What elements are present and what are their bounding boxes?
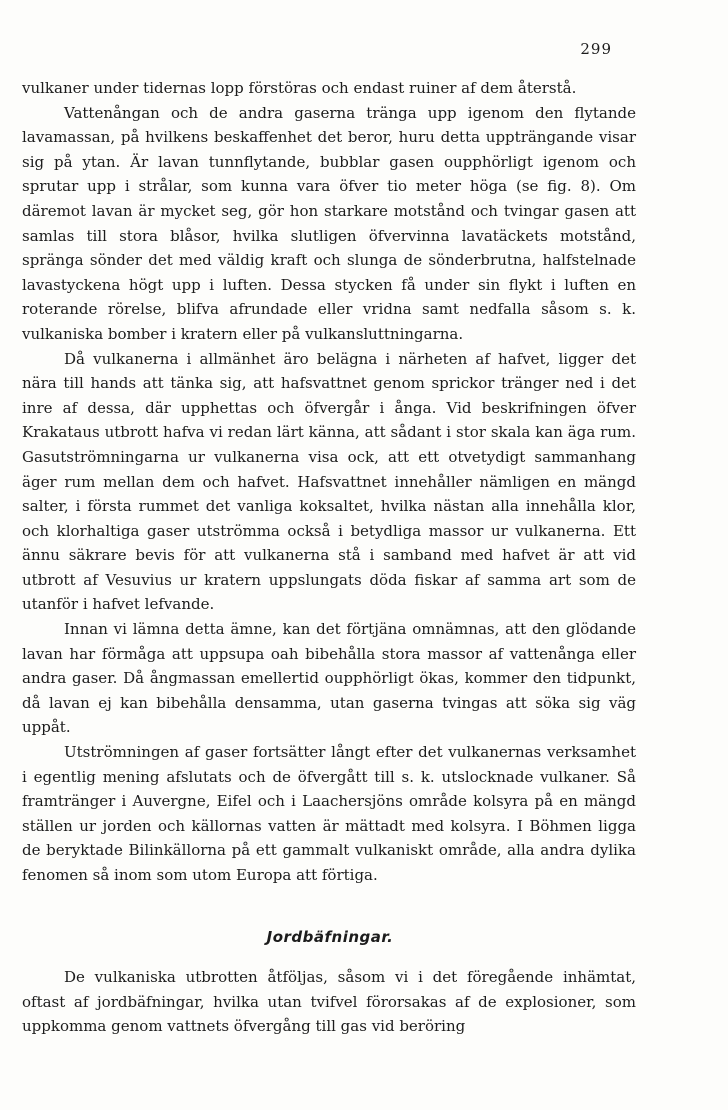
paragraph: Innan vi lämna detta ämne, kan det förtjäna omnämnas, att den glödande lavan har förmåga att uppsupa oah bibehålla stora massor af vattenånga eller andra gaser. Då ångmassan emellertid oupphörligt ökas, kommer den tidpunkt, då lavan ej kan bibehålla densamma, utan gaserna tvingas att söka sig väg uppåt. xyxy=(22,620,636,737)
paragraph: vulkaner under tidernas lopp förstöras och endast ruiner af dem återstå. xyxy=(22,79,577,97)
paragraph: Vattenångan och de andra gaserna tränga upp igenom den flytande lavamassan, på hvilkens beskaffenhet det beror, huru detta uppträngande visar sig på ytan. Är lavan tunnflytande, bubblar gasen oupphörligt igenom och sprutar upp i strålar, som kunna vara öfver tio meter höga (se fig. 8). Om däremot lavan är mycket seg, gör hon starkare motstånd och tvingar gasen att samlas till stora blåsor, hvilka slutligen öfvervinna lavatäckets motstånd, spränga sönder det med väldig kraft och slunga de sönderbrutna, halfstelnade lavastyckena högt upp i luften. Dessa stycken få under sin flykt i luften en roterande rörelse, blifva afrundade eller vridna samt nedfalla såsom s. k. vulkaniska bomber i kratern eller på vulkansluttningarna. xyxy=(22,103,636,343)
page-number: 299 xyxy=(580,40,612,58)
paragraph: Utströmningen af gaser fortsätter långt efter det vulkanernas verksamhet i egentlig mening afslutats och de öfvergått till s. k. utslocknade vulkaner. Så framtränger i Auvergne, Eifel och i Laachersjöns område kolsyra på en mängd ställen ur jorden och källornas vatten är mättadt med kolsyra. I Böhmen ligga de beryktade Bilinkällorna på ett gammalt vulkaniskt område, alla andra dylika fenomen så inom som utom Europa att förtiga. xyxy=(22,743,636,884)
paragraph: De vulkaniska utbrotten åtföljas, såsom vi i det föregående inhämtat, oftast af jordbäfningar, hvilka utan tvifvel förorsakas af de explosioner, som uppkomma genom vattnets öfvergång till gas vid beröring xyxy=(22,968,636,1036)
paragraph: Då vulkanerna i allmänhet äro belägna i närheten af hafvet, ligger det nära till hands att tänka sig, att hafsvattnet genom sprickor tränger ned i det inre af dessa, där upphettas och öfvergår i ånga. Vid beskrifningen öfver Krakataus utbrott hafva vi redan lärt känna, att sådant i stor skala kan äga rum. Gasutströmningarna ur vulkanerna visa ock, att ett otvetydigt sammanhang äger rum mellan dem och hafvet. Hafsvattnet innehåller nämligen en mängd salter, i första rummet det vanliga koksaltet, hvilka nästan alla innehålla klor, och klorhaltiga gaser utströmma också i betydliga massor ur vulkanerna. Ett ännu säkrare bevis för att vulkanerna stå i samband med hafvet är att vid utbrott af Vesuvius ur kratern uppslungats döda fiskar af samma art som de utanför i hafvet lefvande. xyxy=(22,349,636,614)
section-body-text xyxy=(22,965,636,1039)
body-text xyxy=(22,76,636,888)
section-heading: Jordbäfningar. xyxy=(266,928,394,946)
